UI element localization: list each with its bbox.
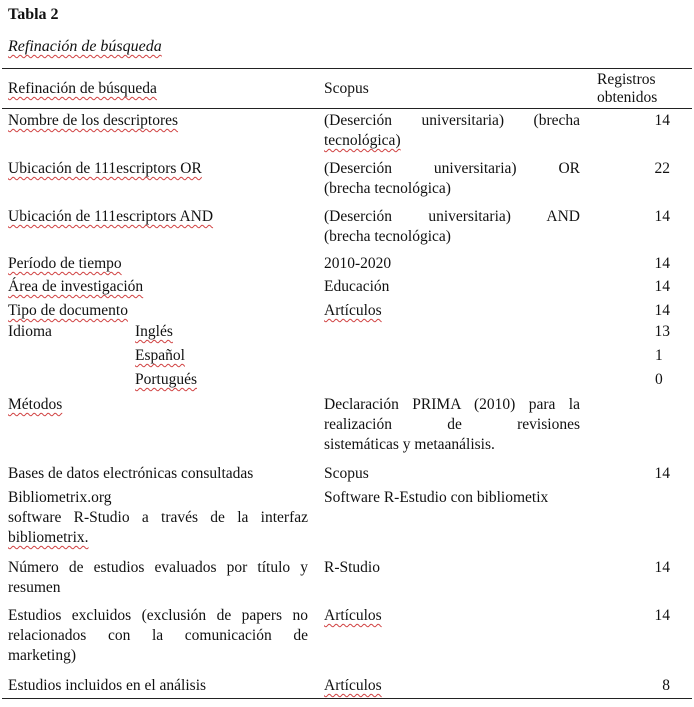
header-refinacion-text: Refinación de búsqueda [8, 80, 157, 97]
row-label-text: Área de investigación [8, 278, 144, 295]
row-value: 14 [654, 208, 670, 225]
row-label [8, 111, 308, 131]
header-refinacion [8, 79, 308, 99]
row-scopus [324, 676, 580, 696]
row-scopus-line: (Deserción universitaria) OR [324, 160, 580, 177]
language-label-text: Inglés [135, 323, 173, 340]
header-registros [597, 71, 687, 107]
row-value: 14 [654, 607, 670, 624]
row-label-text: Ubicación de 111escriptors OR [8, 160, 202, 177]
row-scopus-line: sistemáticas y metaanálisis. [324, 436, 495, 453]
row-value: 22 [654, 160, 670, 177]
table-title: Tabla 2 [8, 6, 59, 23]
row-label-text: Tipo de documento [8, 302, 128, 319]
row-scopus-line: (brecha tecnológica) [324, 228, 451, 245]
row-scopus [324, 111, 580, 151]
row-label: Estudios incluidos en el análisis [8, 677, 207, 694]
row-value: 14 [654, 278, 670, 295]
row-label [8, 395, 308, 415]
row-label-line: resumen [8, 579, 61, 596]
row-label [8, 207, 308, 227]
row-label [8, 159, 308, 179]
table-subtitle [8, 38, 162, 56]
row-label-text: Ubicación de 111escriptors AND [8, 208, 214, 225]
language-value: 1 [655, 347, 663, 364]
row-label-text: Período de tiempo [8, 255, 122, 272]
header-registros-line1: Registros [597, 71, 656, 88]
row-label [8, 606, 308, 666]
row-scopus: Software R-Estudio con bibliometix [324, 489, 549, 506]
language-label-text: Español [135, 347, 185, 364]
row-scopus-text: Artículos [324, 677, 382, 694]
language-label [135, 370, 197, 390]
language-value: 13 [654, 323, 670, 340]
row-value: 14 [654, 112, 670, 129]
row-label-line: Número de estudios evaluados por título y [8, 559, 308, 576]
row-value: 14 [654, 559, 670, 576]
language-value: 0 [655, 371, 663, 388]
row-scopus: Educación [324, 278, 390, 295]
row-label [8, 558, 308, 598]
row-label-text: Nombre de los descriptores [8, 112, 179, 129]
table-subtitle-text: Refinación de búsqueda [8, 38, 162, 55]
row-label: Idioma [8, 323, 52, 340]
row-scopus [324, 606, 580, 626]
row-scopus [324, 207, 580, 247]
header-scopus: Scopus [324, 80, 369, 97]
language-label [135, 346, 185, 366]
row-scopus-line: realización de revisiones [324, 416, 580, 433]
row-scopus [324, 395, 580, 455]
row-value: 14 [654, 465, 670, 482]
row-label-text: Métodos [8, 396, 63, 413]
row-label-line: Bibliometrix.org [8, 489, 112, 506]
row-label-line: Estudios excluidos (exclusión de papers no [8, 607, 308, 624]
row-label-line: marketing) [8, 647, 77, 664]
row-scopus: 2010-2020 [324, 255, 392, 272]
row-label: Bases de datos electrónicas consultadas [8, 465, 254, 482]
header-registros-line2: obtenidos [597, 89, 658, 106]
table-top-rule [2, 68, 692, 69]
row-scopus-line: (Deserción universitaria) (brecha [324, 112, 580, 129]
row-label-line: bibliometrix. [8, 529, 89, 546]
row-label [8, 488, 308, 548]
row-scopus: R-Studio [324, 559, 380, 576]
row-scopus: Scopus [324, 465, 369, 482]
row-value: 8 [662, 677, 670, 694]
row-scopus-text: Artículos [324, 302, 382, 319]
row-value: 14 [654, 255, 670, 272]
row-label [8, 277, 308, 297]
row-label-line: software R-Studio a través de la interfaz [8, 509, 308, 526]
row-scopus-line: tecnológica) [324, 132, 401, 149]
row-scopus-line: Declaración PRIMA (2010) para la [324, 396, 580, 413]
row-value: 14 [654, 302, 670, 319]
language-label [135, 322, 173, 342]
row-scopus-text: Artículos [324, 607, 382, 624]
table-bottom-rule [2, 698, 692, 699]
row-scopus-line: (Deserción universitaria) AND [324, 208, 580, 225]
row-scopus [324, 159, 580, 199]
row-label-line: relacionados con la comunicación de [8, 627, 308, 644]
row-label [8, 254, 308, 274]
row-label [8, 301, 308, 321]
row-scopus [324, 301, 580, 321]
table-header-rule [2, 108, 692, 109]
language-label-text: Portugués [135, 371, 197, 388]
row-scopus-line: (brecha tecnológica) [324, 180, 451, 197]
